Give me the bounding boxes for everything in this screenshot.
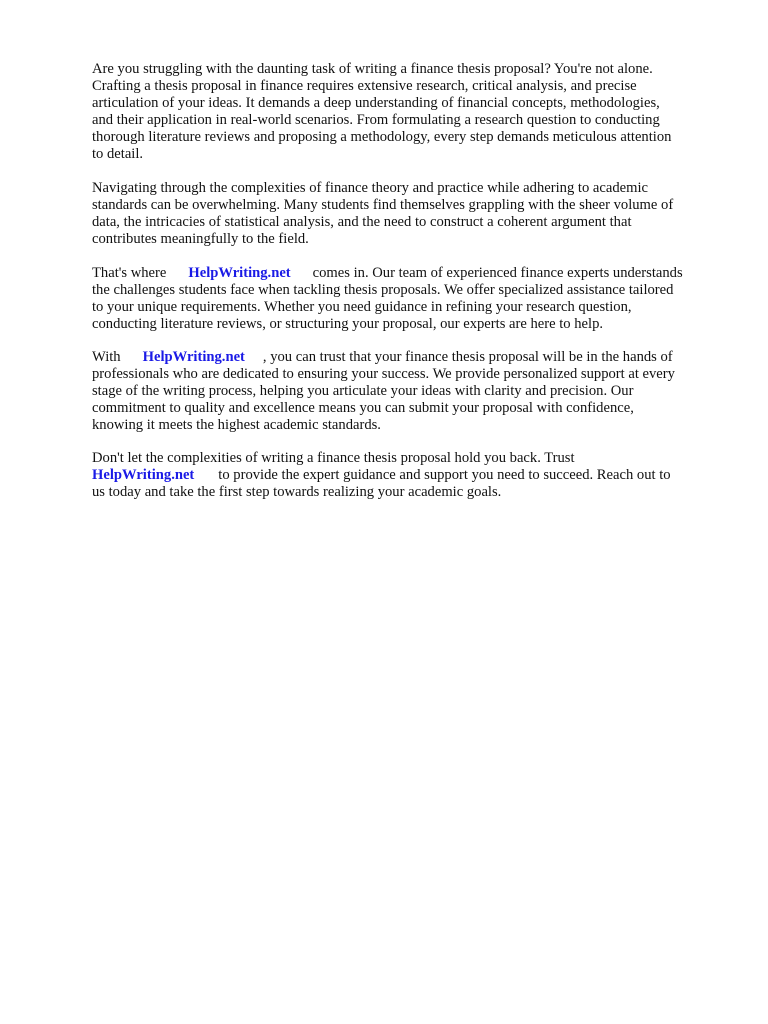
text-line: Crafting a thesis proposal in finance requires extensive research, critical analysis, and precise (92, 78, 637, 94)
paragraph-intro (92, 61, 732, 163)
helpwriting-link[interactable]: HelpWriting.net (188, 265, 291, 281)
text-fragment: With (92, 349, 121, 365)
text-line: Are you struggling with the daunting task of writing a finance thesis proposal? You're not alone. (92, 61, 653, 77)
text-fragment: to provide the expert guidance and support you need to succeed. Reach out to (218, 467, 671, 483)
text-line: Don't let the complexities of writing a finance thesis proposal hold you back. Trust (92, 450, 575, 466)
paragraph-service (92, 265, 732, 333)
text-line: knowing it meets the highest academic standards. (92, 417, 381, 433)
text-line: conducting literature reviews, or structuring your proposal, our experts are here to help. (92, 316, 604, 332)
text-line: Navigating through the complexities of finance theory and practice while adhering to academic (92, 180, 648, 196)
text-line (92, 467, 732, 484)
text-line: to your unique requirements. Whether you need guidance in refining your research question, (92, 299, 632, 315)
text-line: and their application in real-world scenarios. From formulating a research question to conducting (92, 112, 660, 128)
text-fragment: That's where (92, 265, 167, 281)
text-fragment: , you can trust that your finance thesis proposal will be in the hands of (262, 349, 673, 365)
text-line (92, 349, 732, 366)
helpwriting-link[interactable]: HelpWriting.net (142, 349, 245, 365)
paragraph-trust (92, 349, 732, 434)
text-line: data, the intricacies of statistical analysis, and the need to construct a coherent argument that (92, 214, 632, 230)
paragraph-call-to-action (92, 450, 732, 501)
text-line: contributes meaningfully to the field. (92, 231, 309, 247)
text-line: the challenges students face when tackling thesis proposals. We offer specialized assistance tailored (92, 282, 674, 298)
text-line: articulation of your ideas. It demands a deep understanding of financial concepts, methodologies, (92, 95, 660, 111)
helpwriting-link[interactable]: HelpWriting.net (92, 467, 195, 483)
text-line: stage of the writing process, helping you articulate your ideas with clarity and precision. Our (92, 383, 634, 399)
text-line: thorough literature reviews and proposing a methodology, every step demands meticulous attention (92, 129, 672, 145)
text-line: commitment to quality and excellence means you can submit your proposal with confidence, (92, 400, 634, 416)
text-line: professionals who are dedicated to ensuring your success. We provide personalized support at every (92, 366, 675, 382)
paragraph-challenges (92, 180, 732, 248)
text-line: to detail. (92, 146, 144, 162)
text-line (92, 265, 732, 282)
text-line: us today and take the first step towards realizing your academic goals. (92, 484, 502, 500)
text-line: standards can be overwhelming. Many students find themselves grappling with the sheer volume of (92, 197, 674, 213)
text-fragment: comes in. Our team of experienced finance experts understands (312, 265, 683, 281)
